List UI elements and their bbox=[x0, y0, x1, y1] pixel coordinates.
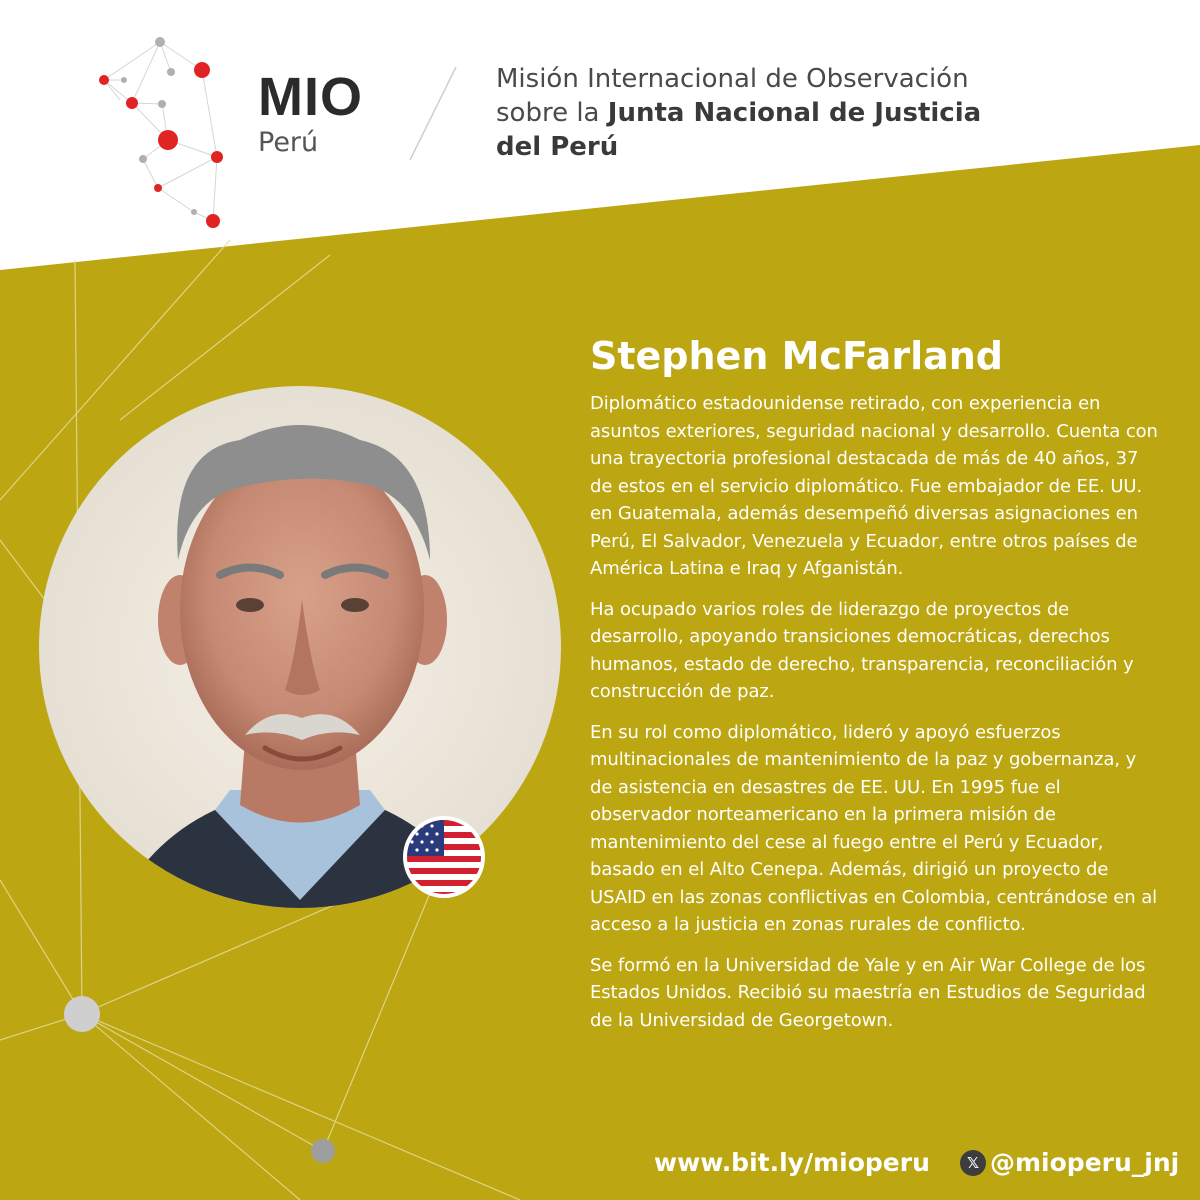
footer-handle-text: @mioperu_jnj bbox=[990, 1148, 1180, 1177]
network-node bbox=[64, 996, 100, 1032]
x-logo-icon: 𝕏 bbox=[960, 1150, 986, 1176]
profile-name: Stephen McFarland bbox=[590, 334, 1003, 378]
logo-wordmark bbox=[258, 67, 363, 160]
header-title-line2-bold: Junta Nacional de Justicia bbox=[607, 98, 982, 128]
portrait-photo bbox=[30, 380, 570, 920]
network-node bbox=[311, 1139, 335, 1163]
footer-x-handle-link[interactable] bbox=[960, 1145, 1179, 1181]
header-title-line3: del Perú bbox=[496, 132, 619, 162]
usa-flag-icon bbox=[403, 816, 485, 898]
bio-paragraph-4: Se formó en la Universidad de Yale y en Air War College de los Estados Unidos. Recibió su maestría en Estudios de Seguridad de la Universidad de Georgetown. bbox=[590, 954, 1146, 1031]
bio-paragraph-2: Ha ocupado varios roles de liderazgo de proyectos de desarrollo, apoyando transiciones democráticas, derechos humanos, estado de derecho, transparencia, reconciliación y construcción de paz. bbox=[590, 598, 1134, 702]
bio-paragraph-3: En su rol como diplomático, lideró y apoyó esfuerzos multinacionales de mantenimiento de la paz y gobernanza, y de asistencia en desastres de EE. UU. En 1995 fue el observador norteamericano en la primera misión de mantenimiento del cese al fuego entre el Perú y Ecuador, basado en el Alto Cenepa. Además, dirigió un proyecto de USAID en las zonas conflictivas en Colombia, centrándose en al acceso a la justicia en zonas rurales de conflicto. bbox=[590, 721, 1158, 935]
header-title bbox=[496, 62, 1056, 164]
bio-section bbox=[590, 334, 1160, 1047]
header-title-line1: Misión Internacional de Observación bbox=[496, 64, 969, 94]
header-title-line2 bbox=[496, 96, 1056, 130]
bio-paragraph-1: Diplomático estadounidense retirado, con experiencia en asuntos exteriores, seguridad nacional y desarrollo. Cuenta con una trayectoria profesional destacada de más de 40 años, 37 de estos en el servicio diplomático. Fue embajador de EE. UU. en Guatemala, además desempeñó diversas asignaciones en Perú, El Salvador, Venezuela y Ecuador, entre otros países de América Latina e Iraq y Afganistán. bbox=[590, 393, 1158, 579]
footer-url-link[interactable]: www.bit.ly/mioperu bbox=[654, 1148, 930, 1177]
logo-peru: Perú bbox=[258, 127, 319, 158]
logo-mio: MIO bbox=[258, 67, 363, 127]
header-title-line2-regular: sobre la bbox=[496, 98, 608, 128]
